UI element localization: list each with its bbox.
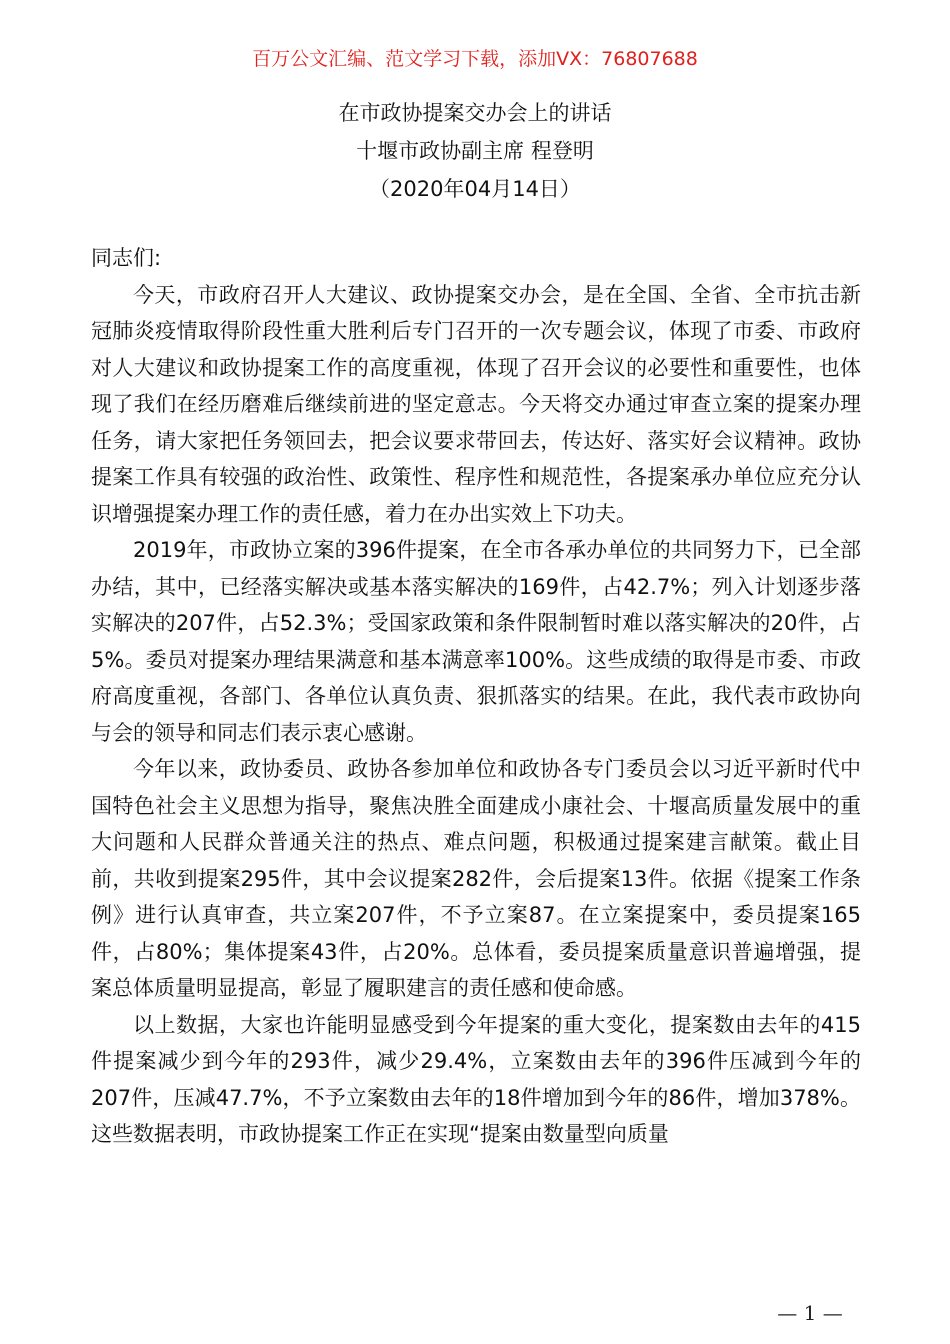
paragraph: 2019年，市政协立案的396件提案，在全市各承办单位的共同努力下，已全部办结，其中，已经落实解决或基本落实解决的169件，占42.7%；列入计划逐步落实解决的207件，占52.3%；受国家政策和条件限制暂时难以落实解决的20件，占5%。委员对提案办理结果满意和基本满意率100%。这些成绩的取得是市委、市政府高度重视，各部门、各单位认真负责、狠抓落实的结果。在此，我代表市政协向与会的领导和同志们表示衷心感谢。 xyxy=(91,538,861,745)
page-number: — 1 — xyxy=(777,1301,843,1325)
paragraph: 今年以来，政协委员、政协各参加单位和政协各专门委员会以习近平新时代中国特色社会主义思想为指导，聚焦决胜全面建成小康社会、十堰高质量发展中的重大问题和人民群众普通关注的热点、难点问题，积极通过提案建言献策。截止目前，共收到提案295件，其中会议提案282件，会后提案13件。依据《提案工作条例》进行认真审查，共立案207件，不予立案87。在立案提案中，委员提案165件，占80%；集体提案43件，占20%。总体看，委员提案质量意识普遍增强，提案总体质量明显提高，彰显了履职建言的责任感和使命感。 xyxy=(91,757,861,1000)
speech-body xyxy=(91,240,861,1153)
speech-date: （2020年04月14日） xyxy=(369,177,581,201)
watermark-banner: 百万公文汇编、范文学习下载，添加VX：76807688 xyxy=(252,48,698,70)
salutation: 同志们: xyxy=(91,246,162,270)
paragraph: 以上数据，大家也许能明显感受到今年提案的重大变化，提案数由去年的415件提案减少到今年的293件，减少29.4%，立案数由去年的396件压减到今年的207件，压减47.7%，不予立案数由去年的18件增加到今年的86件，增加378%。这些数据表明，市政协提案工作正在实现“提案由数量型向质量 xyxy=(91,1012,861,1146)
speaker-line: 十堰市政协副主席 程登明 xyxy=(356,139,594,163)
speech-title: 在市政协提案交办会上的讲话 xyxy=(338,101,612,125)
speech-heading xyxy=(0,94,950,208)
paragraph: 今天，市政府召开人大建议、政协提案交办会，是在全国、全省、全市抗击新冠肺炎疫情取得阶段性重大胜利后专门召开的一次专题会议，体现了市委、市政府对人大建议和政协提案工作的高度重视，体现了召开会议的必要性和重要性，也体现了我们在经历磨难后继续前进的坚定意志。今天将交办通过审查立案的提案办理任务，请大家把任务领回去，把会议要求带回去，传达好、落实好会议精神。政协提案工作具有较强的政治性、政策性、程序性和规范性，各提案承办单位应充分认识增强提案办理工作的责任感，着力在办出实效上下功夫。 xyxy=(91,282,861,526)
